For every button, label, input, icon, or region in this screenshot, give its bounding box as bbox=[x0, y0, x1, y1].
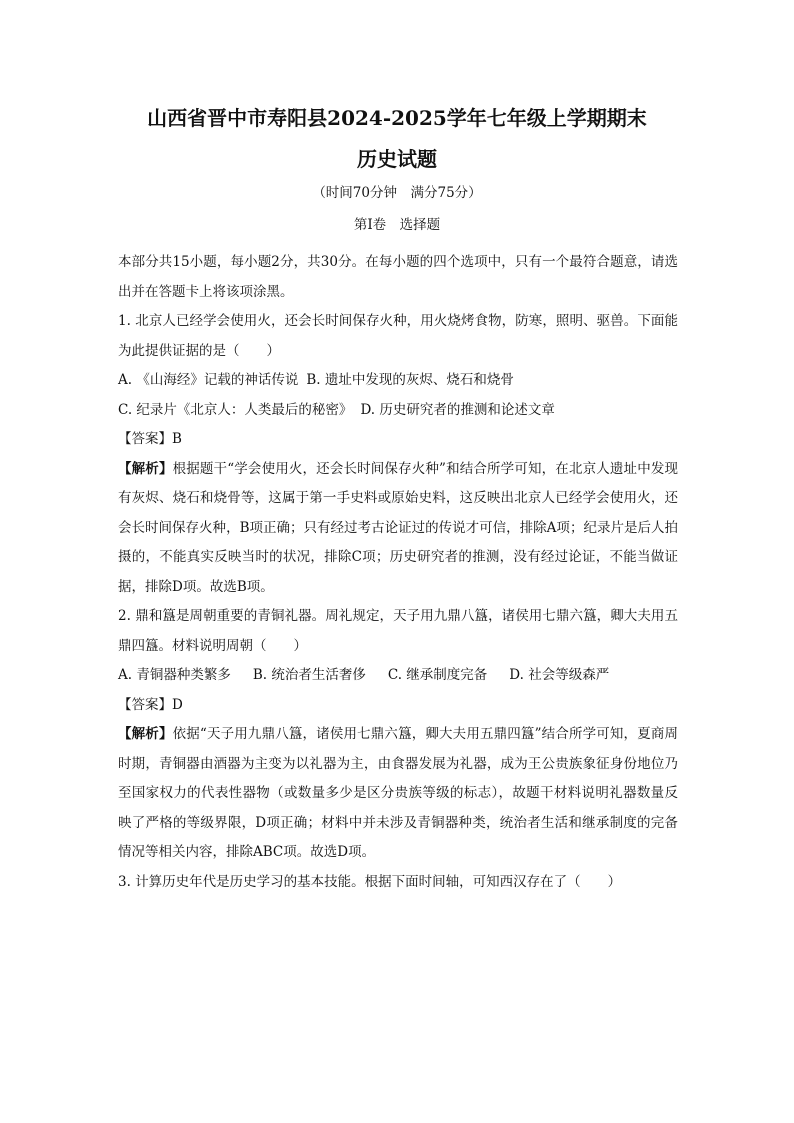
exam-subject-title: 历史试题 bbox=[357, 147, 437, 171]
analysis-text: 根据题干“学会使用火，还会长时间保存火种”和结合所学可知，在北京人遗址中发现有灰烬、烧石和烧骨等，这属于第一手史料或原始史料，这反映出北京人已经学会使用火，还会长时间保存火种，B项正确；只有经过考古论证过的传说才可信，排除A项；纪录片是后人拍摄的，不能真实反映当时的状况，排除C项；历史研究者的推测，没有经过论证，不能当做证据，排除D项。故选B项。 bbox=[118, 460, 678, 595]
question-1-answer bbox=[118, 425, 678, 455]
question-1-options-row-2 bbox=[118, 396, 678, 426]
question-2-analysis bbox=[118, 720, 678, 868]
option-d: D. 社会等级森严 bbox=[509, 667, 610, 683]
question-2-options-row bbox=[118, 661, 678, 691]
option-b: B. 遗址中发现的灰烬、烧石和烧骨 bbox=[306, 372, 514, 388]
question-1-options-row-1 bbox=[118, 366, 678, 396]
exam-body bbox=[118, 248, 678, 897]
option-a: A. 青铜器种类繁多 bbox=[118, 667, 231, 683]
question-2-stem: 2. 鼎和簋是周朝重要的青铜礼器。周礼规定，天子用九鼎八簋，诸侯用七鼎六簋，卿大夫用五鼎四簋。材料说明周朝（ ） bbox=[118, 608, 678, 654]
section-heading: 第Ⅰ卷 选择题 bbox=[353, 217, 441, 233]
option-b: B. 统治者生活奢侈 bbox=[252, 667, 366, 683]
option-d: D. 历史研究者的推测和论述文章 bbox=[360, 401, 555, 418]
analysis-label: 【解析】 bbox=[118, 726, 173, 742]
instructions: 本部分共15小题，每小题2分，共30分。在每小题的四个选项中，只有一个最符合题意，请选出并在答题卡上将该项涂黑。 bbox=[118, 254, 678, 300]
question-1-stem: 1. 北京人已经学会使用火，还会长时间保存火种，用火烧烤食物，防寒，照明、驱兽。下面能为此提供证据的是（ ） bbox=[118, 313, 678, 359]
answer-value: B bbox=[172, 431, 182, 447]
answer-label: 【答案】 bbox=[118, 696, 172, 713]
answer-label: 【答案】 bbox=[118, 431, 172, 447]
option-c: C. 继承制度完备 bbox=[387, 667, 488, 683]
option-a: A. 《山海经》记载的神话传说 bbox=[118, 372, 299, 388]
answer-value: D bbox=[172, 696, 183, 713]
question-3-stem: 3. 计算历史年代是历史学习的基本技能。根据下面时间轴，可知西汉存在了（ ） bbox=[118, 873, 622, 890]
exam-title: 山西省晋中市寿阳县2024-2025学年七年级上学期期末 bbox=[147, 106, 647, 130]
time-info: （时间70分钟 满分75分） bbox=[312, 185, 482, 201]
question-2-answer bbox=[118, 691, 678, 721]
option-c: C. 纪录片《北京人：人类最后的秘密》 bbox=[118, 401, 353, 418]
question-1-analysis bbox=[118, 455, 678, 603]
analysis-text: 依据“天子用九鼎八簋，诸侯用七鼎六簋，卿大夫用五鼎四簋”结合所学可知，夏商周时期，青铜器由酒器为主变为以礼器为主，由食器发展为礼器，成为王公贵族象征身份地位乃至国家权力的代表性器物（或数量多少是区分贵族等级的标志），故题干材料说明礼器数量反映了严格的等级界限，D项正确；材料中并未涉及青铜器种类，统治者生活和继承制度的完备情况等相关内容，排除ABC项。故选D项。 bbox=[118, 726, 678, 860]
analysis-label: 【解析】 bbox=[118, 460, 173, 477]
